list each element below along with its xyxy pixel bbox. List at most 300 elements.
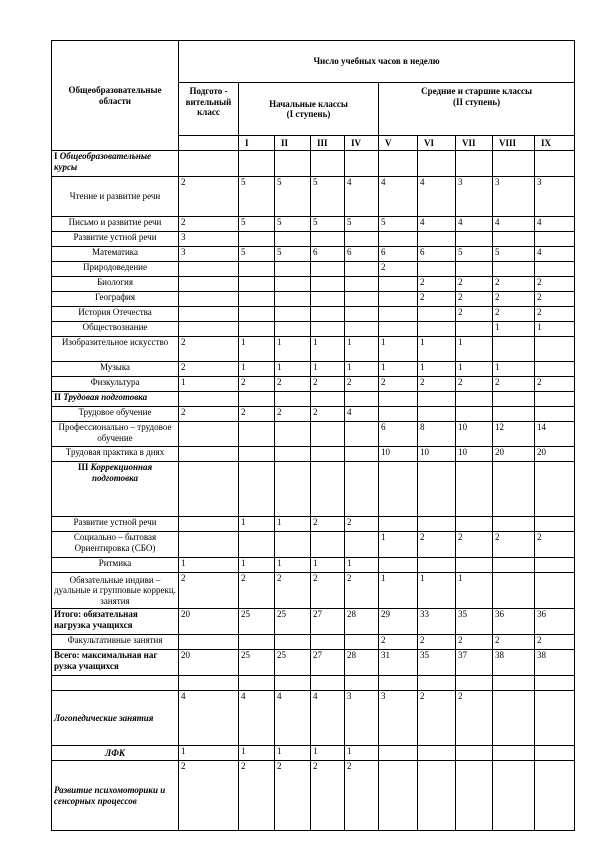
- hours-cell: [275, 462, 311, 517]
- header-prep-class: Подгото - вительный класс: [179, 83, 239, 136]
- table-row: [52, 650, 575, 676]
- hours-cell: 3: [535, 177, 575, 217]
- hours-cell: [456, 322, 493, 337]
- hours-cell: [456, 746, 493, 761]
- hours-cell: 1: [418, 362, 456, 377]
- hours-cell: [535, 761, 575, 831]
- hours-cell: [239, 392, 275, 407]
- hours-cell: 25: [239, 609, 275, 635]
- hours-cell: [311, 307, 345, 322]
- hours-cell: 2: [493, 277, 535, 292]
- hours-cell: [311, 462, 345, 517]
- hours-cell: 2: [456, 307, 493, 322]
- hours-cell: 28: [345, 609, 379, 635]
- row-label: Развитие психомоторики и сенсорных процессов: [52, 761, 179, 831]
- hours-cell: [379, 462, 418, 517]
- hours-cell: [456, 151, 493, 177]
- hours-cell: 2: [493, 292, 535, 307]
- hours-cell: [493, 392, 535, 407]
- table-row: [52, 635, 575, 650]
- row-label: Обществознание: [52, 322, 179, 337]
- hours-cell: [345, 447, 379, 462]
- hours-cell: 4: [493, 217, 535, 232]
- row-label: Письмо и развитие речи: [52, 217, 179, 232]
- hours-cell: [379, 151, 418, 177]
- hours-cell: 3: [456, 177, 493, 217]
- hours-cell: [179, 322, 239, 337]
- hours-cell: [239, 322, 275, 337]
- row-label: Логопедические занятия: [52, 691, 179, 746]
- row-label: Итого: обязательная нагрузка учащихся: [52, 609, 179, 635]
- hours-cell: 5: [493, 247, 535, 262]
- hours-cell: 36: [493, 609, 535, 635]
- hours-cell: 1: [456, 337, 493, 362]
- row-label: Изобразительное искусство: [52, 337, 179, 362]
- hours-cell: [239, 262, 275, 277]
- row-label: Обязательные индиви – дуальные и групповые коррекц. занятия: [52, 573, 179, 609]
- hours-cell: [418, 761, 456, 831]
- hours-cell: [275, 676, 311, 691]
- hours-cell: [535, 407, 575, 422]
- hours-cell: [275, 151, 311, 177]
- hours-cell: [311, 635, 345, 650]
- hours-cell: [535, 746, 575, 761]
- hours-cell: 2: [379, 635, 418, 650]
- hours-cell: [239, 635, 275, 650]
- hours-cell: [456, 407, 493, 422]
- hours-cell: [345, 676, 379, 691]
- hours-cell: 3: [379, 691, 418, 746]
- hours-cell: [418, 462, 456, 517]
- hours-cell: [493, 407, 535, 422]
- hours-cell: [275, 322, 311, 337]
- hours-cell: [493, 691, 535, 746]
- hours-cell: [493, 262, 535, 277]
- hours-cell: [418, 558, 456, 573]
- hours-cell: [418, 232, 456, 247]
- hours-cell: [418, 322, 456, 337]
- hours-cell: 5: [379, 217, 418, 232]
- hours-cell: [239, 462, 275, 517]
- hours-cell: 1: [345, 558, 379, 573]
- row-label: Природоведение: [52, 262, 179, 277]
- hours-cell: [418, 151, 456, 177]
- hours-cell: 2: [179, 573, 239, 609]
- hours-cell: 2: [418, 635, 456, 650]
- hours-cell: 2: [179, 337, 239, 362]
- hours-cell: [311, 676, 345, 691]
- row-label: Музыка: [52, 362, 179, 377]
- hours-cell: [379, 558, 418, 573]
- hours-cell: 2: [275, 573, 311, 609]
- hours-cell: 29: [379, 609, 418, 635]
- hours-cell: 2: [418, 292, 456, 307]
- row-label: Чтение и развитие речи: [52, 177, 179, 217]
- hours-cell: 2: [179, 407, 239, 422]
- hours-cell: [535, 232, 575, 247]
- table-row: [52, 307, 575, 322]
- hours-cell: 27: [311, 609, 345, 635]
- hours-cell: 8: [418, 422, 456, 447]
- hours-cell: [239, 277, 275, 292]
- hours-cell: [239, 422, 275, 447]
- curriculum-table: [51, 40, 575, 831]
- row-label: Биология: [52, 277, 179, 292]
- grade-header: II: [275, 136, 311, 151]
- header-secondary-stage: (II ступень): [452, 96, 501, 107]
- hours-cell: [379, 676, 418, 691]
- hours-cell: 5: [275, 217, 311, 232]
- hours-cell: [311, 532, 345, 558]
- hours-cell: 1: [311, 746, 345, 761]
- table-row: [52, 392, 575, 407]
- hours-cell: [311, 232, 345, 247]
- hours-cell: 2: [275, 407, 311, 422]
- hours-cell: [179, 307, 239, 322]
- hours-cell: 2: [179, 177, 239, 217]
- hours-cell: 25: [239, 650, 275, 676]
- hours-cell: [379, 322, 418, 337]
- hours-cell: 1: [239, 362, 275, 377]
- hours-cell: 33: [418, 609, 456, 635]
- hours-cell: 3: [493, 177, 535, 217]
- hours-cell: 2: [379, 377, 418, 392]
- hours-cell: 4: [535, 217, 575, 232]
- hours-cell: 5: [311, 177, 345, 217]
- table-row: [52, 609, 575, 635]
- hours-cell: [493, 573, 535, 609]
- hours-cell: [345, 392, 379, 407]
- hours-cell: [275, 447, 311, 462]
- hours-cell: [239, 532, 275, 558]
- section-number: II: [54, 392, 64, 402]
- hours-cell: [239, 151, 275, 177]
- hours-cell: 1: [311, 558, 345, 573]
- hours-cell: [275, 262, 311, 277]
- hours-cell: [535, 691, 575, 746]
- hours-cell: 2: [345, 517, 379, 532]
- hours-cell: [179, 292, 239, 307]
- hours-cell: 4: [239, 691, 275, 746]
- hours-cell: [275, 232, 311, 247]
- hours-cell: [379, 746, 418, 761]
- hours-cell: 2: [535, 277, 575, 292]
- hours-cell: [493, 746, 535, 761]
- grade-header: VI: [418, 136, 456, 151]
- hours-cell: [179, 262, 239, 277]
- hours-cell: 1: [493, 322, 535, 337]
- hours-cell: 27: [311, 650, 345, 676]
- hours-cell: 2: [456, 532, 493, 558]
- hours-cell: [493, 337, 535, 362]
- row-label: Социально – бытовая Ориентировка (СБО): [52, 532, 179, 558]
- hours-cell: 2: [275, 761, 311, 831]
- hours-cell: 6: [345, 247, 379, 262]
- hours-cell: 3: [179, 247, 239, 262]
- hours-cell: 1: [239, 337, 275, 362]
- hours-cell: 5: [239, 177, 275, 217]
- table-row: [52, 277, 575, 292]
- hours-cell: 1: [345, 362, 379, 377]
- hours-cell: [311, 392, 345, 407]
- hours-cell: 2: [456, 635, 493, 650]
- hours-cell: 2: [418, 277, 456, 292]
- hours-cell: 1: [456, 573, 493, 609]
- hours-cell: 1: [418, 573, 456, 609]
- hours-cell: 2: [493, 307, 535, 322]
- hours-cell: [379, 517, 418, 532]
- hours-cell: 4: [275, 691, 311, 746]
- hours-cell: [535, 262, 575, 277]
- hours-cell: 2: [179, 362, 239, 377]
- row-label: Развитие устной речи: [52, 232, 179, 247]
- hours-cell: 1: [345, 337, 379, 362]
- hours-cell: 5: [456, 247, 493, 262]
- hours-cell: [418, 407, 456, 422]
- table-row: [52, 177, 575, 217]
- hours-cell: 1: [493, 362, 535, 377]
- hours-cell: 31: [379, 650, 418, 676]
- table-row: [52, 676, 575, 691]
- section-title: Трудовая подготовка: [63, 392, 148, 402]
- hours-cell: [493, 462, 535, 517]
- hours-cell: [493, 761, 535, 831]
- hours-cell: 5: [239, 247, 275, 262]
- hours-cell: 2: [239, 761, 275, 831]
- hours-cell: 2: [418, 691, 456, 746]
- hours-cell: [345, 532, 379, 558]
- table-row: [52, 746, 575, 761]
- hours-cell: [535, 462, 575, 517]
- hours-cell: 2: [311, 377, 345, 392]
- hours-cell: 20: [179, 609, 239, 635]
- hours-cell: [345, 635, 379, 650]
- hours-cell: 4: [418, 177, 456, 217]
- hours-cell: 5: [275, 247, 311, 262]
- row-label: Факультативные занятия: [52, 635, 179, 650]
- hours-cell: 38: [493, 650, 535, 676]
- hours-cell: [239, 307, 275, 322]
- hours-cell: 2: [239, 573, 275, 609]
- hours-cell: [275, 532, 311, 558]
- hours-cell: 2: [535, 532, 575, 558]
- hours-cell: [345, 307, 379, 322]
- hours-cell: 1: [275, 362, 311, 377]
- grade-header: IV: [345, 136, 379, 151]
- hours-cell: [456, 392, 493, 407]
- table-row: [52, 573, 575, 609]
- hours-cell: [179, 392, 239, 407]
- hours-cell: [239, 447, 275, 462]
- row-label: Математика: [52, 247, 179, 262]
- hours-cell: 10: [456, 447, 493, 462]
- hours-cell: 1: [311, 362, 345, 377]
- section-heading: [52, 462, 179, 517]
- hours-cell: [179, 422, 239, 447]
- header-primary-title: Начальные классы: [269, 98, 348, 109]
- header-hours: Число учебных часов в неделю: [179, 41, 575, 83]
- hours-cell: 28: [345, 650, 379, 676]
- hours-cell: [345, 277, 379, 292]
- hours-cell: [535, 558, 575, 573]
- hours-cell: 2: [275, 377, 311, 392]
- hours-cell: [311, 422, 345, 447]
- hours-cell: [456, 262, 493, 277]
- hours-cell: 2: [379, 262, 418, 277]
- hours-cell: 2: [311, 407, 345, 422]
- hours-cell: [418, 676, 456, 691]
- hours-cell: [311, 277, 345, 292]
- hours-cell: [275, 277, 311, 292]
- hours-cell: 1: [379, 573, 418, 609]
- hours-cell: 1: [239, 517, 275, 532]
- hours-cell: [345, 462, 379, 517]
- table-row: [52, 447, 575, 462]
- hours-cell: [275, 392, 311, 407]
- table-row: [52, 377, 575, 392]
- hours-cell: [418, 392, 456, 407]
- hours-cell: 2: [311, 573, 345, 609]
- hours-cell: [345, 422, 379, 447]
- hours-cell: [311, 262, 345, 277]
- hours-cell: [535, 362, 575, 377]
- hours-cell: [493, 558, 535, 573]
- table-row: [52, 247, 575, 262]
- hours-cell: 10: [456, 422, 493, 447]
- row-label: География: [52, 292, 179, 307]
- hours-cell: 2: [456, 377, 493, 392]
- row-label: Профессионально – трудовое обучение: [52, 422, 179, 447]
- hours-cell: 35: [456, 609, 493, 635]
- hours-cell: 2: [311, 761, 345, 831]
- hours-cell: 1: [239, 746, 275, 761]
- hours-cell: 6: [311, 247, 345, 262]
- table-row: [52, 422, 575, 447]
- hours-cell: 1: [379, 362, 418, 377]
- hours-cell: 2: [493, 532, 535, 558]
- hours-cell: 20: [179, 650, 239, 676]
- hours-cell: [418, 307, 456, 322]
- table-row: [52, 337, 575, 362]
- hours-cell: [179, 447, 239, 462]
- table-row: [52, 407, 575, 422]
- header-areas: Общеобразовательные области: [52, 41, 179, 151]
- hours-cell: 5: [345, 217, 379, 232]
- hours-cell: [379, 761, 418, 831]
- hours-cell: [379, 392, 418, 407]
- grade-header: VIII: [493, 136, 535, 151]
- hours-cell: 20: [535, 447, 575, 462]
- row-label: [52, 676, 179, 691]
- hours-cell: 4: [311, 691, 345, 746]
- table-row: [52, 558, 575, 573]
- hours-cell: [275, 635, 311, 650]
- hours-cell: 1: [275, 746, 311, 761]
- header-secondary: [379, 83, 575, 136]
- hours-cell: 6: [379, 247, 418, 262]
- hours-cell: [239, 292, 275, 307]
- hours-cell: [345, 151, 379, 177]
- hours-cell: 5: [311, 217, 345, 232]
- table-row: [52, 462, 575, 517]
- table-row: [52, 362, 575, 377]
- grade-header: V: [379, 136, 418, 151]
- hours-cell: 2: [239, 377, 275, 392]
- table-row: [52, 691, 575, 746]
- hours-cell: [493, 232, 535, 247]
- hours-cell: [379, 292, 418, 307]
- hours-cell: [535, 517, 575, 532]
- hours-cell: 2: [239, 407, 275, 422]
- hours-cell: [275, 292, 311, 307]
- hours-cell: [179, 676, 239, 691]
- hours-cell: [311, 151, 345, 177]
- table-row: [52, 532, 575, 558]
- hours-cell: 1: [179, 377, 239, 392]
- row-label: Развитие устной речи: [52, 517, 179, 532]
- hours-cell: [456, 558, 493, 573]
- header-secondary-title: Средние и старшие классы: [421, 86, 532, 96]
- table-row: [52, 217, 575, 232]
- hours-cell: 2: [345, 573, 379, 609]
- hours-cell: [418, 517, 456, 532]
- grade-header: IX: [535, 136, 575, 151]
- hours-cell: [239, 676, 275, 691]
- hours-cell: [418, 262, 456, 277]
- hours-cell: [379, 232, 418, 247]
- hours-cell: 2: [418, 532, 456, 558]
- hours-cell: 1: [379, 337, 418, 362]
- hours-cell: 6: [379, 422, 418, 447]
- table-row: [52, 151, 575, 177]
- hours-cell: [179, 517, 239, 532]
- section-title: Коррекционная подготовка: [90, 462, 153, 483]
- hours-cell: 2: [456, 292, 493, 307]
- header-primary-stage: (I ступень): [286, 109, 331, 119]
- hours-cell: 14: [535, 422, 575, 447]
- hours-cell: 1: [456, 362, 493, 377]
- hours-cell: 2: [456, 277, 493, 292]
- hours-cell: [456, 761, 493, 831]
- hours-cell: [275, 307, 311, 322]
- hours-cell: 1: [345, 746, 379, 761]
- table-row: [52, 322, 575, 337]
- hours-cell: 2: [456, 691, 493, 746]
- hours-cell: [345, 262, 379, 277]
- hours-cell: 1: [179, 558, 239, 573]
- hours-cell: [456, 232, 493, 247]
- hours-cell: 1: [311, 337, 345, 362]
- hours-cell: 6: [418, 247, 456, 262]
- hours-cell: [239, 232, 275, 247]
- hours-cell: 5: [275, 177, 311, 217]
- grade-header: I: [239, 136, 275, 151]
- hours-cell: 1: [275, 558, 311, 573]
- row-label: Ритмика: [52, 558, 179, 573]
- hours-cell: [456, 462, 493, 517]
- hours-cell: 20: [493, 447, 535, 462]
- hours-cell: [311, 447, 345, 462]
- hours-cell: [179, 462, 239, 517]
- hours-cell: 1: [275, 517, 311, 532]
- hours-cell: 2: [418, 377, 456, 392]
- hours-cell: 4: [179, 691, 239, 746]
- header-prep-grade-empty: [179, 136, 239, 151]
- row-label: ЛФК: [52, 746, 179, 761]
- hours-cell: 37: [456, 650, 493, 676]
- hours-cell: 4: [456, 217, 493, 232]
- section-heading: [52, 151, 179, 177]
